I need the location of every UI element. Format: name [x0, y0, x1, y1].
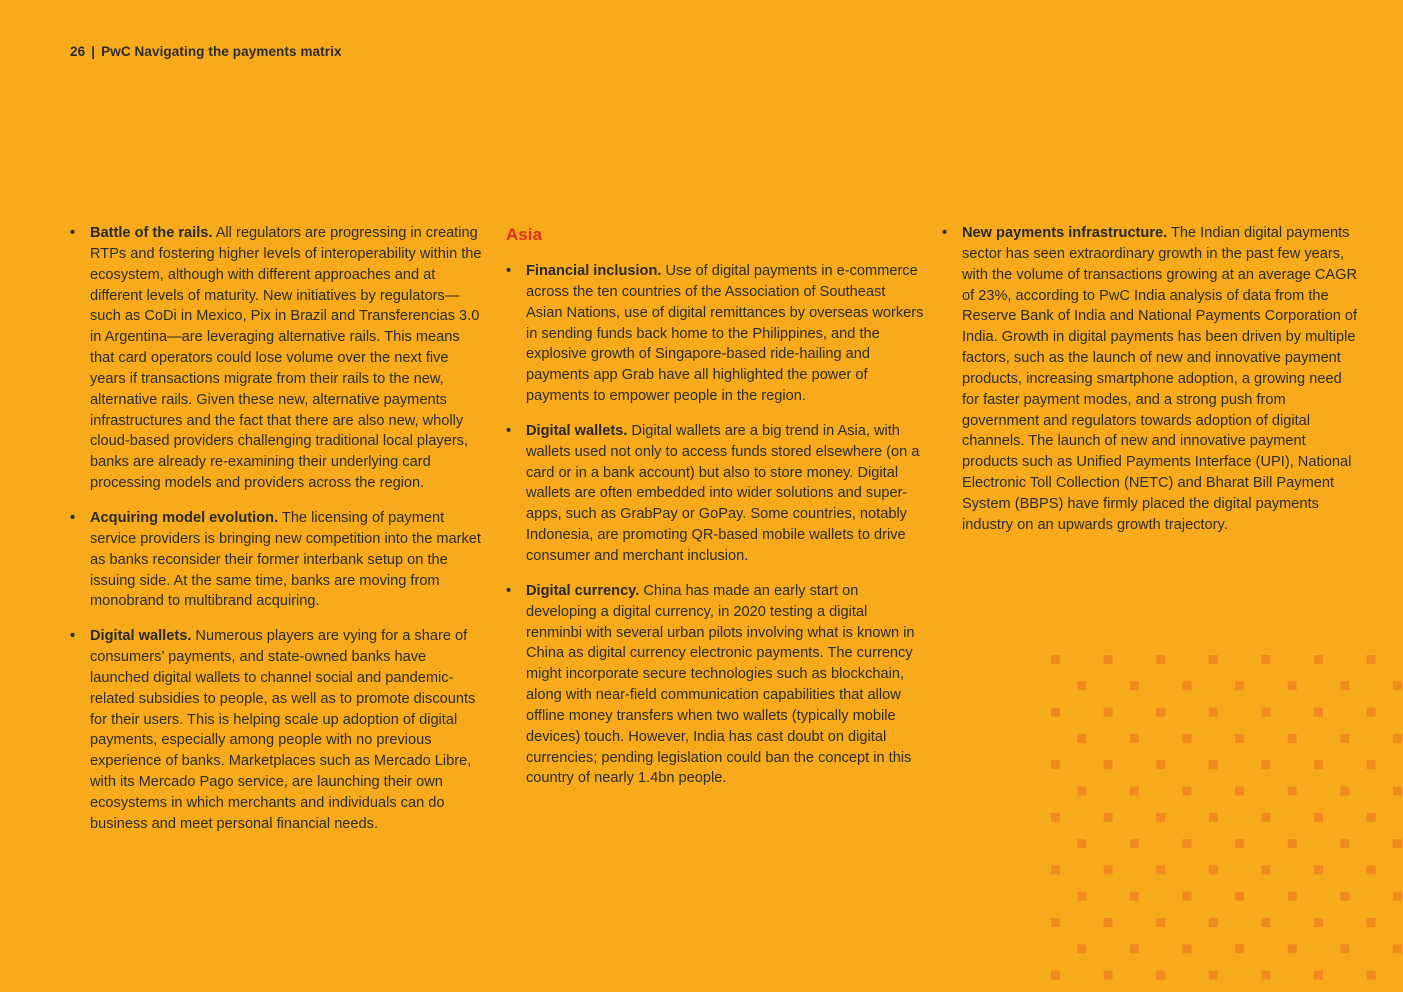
pattern-square — [1314, 971, 1323, 980]
pattern-square — [1235, 681, 1244, 690]
pattern-square — [1314, 865, 1323, 874]
pattern-square — [1183, 944, 1192, 953]
pattern-square — [1104, 971, 1113, 980]
bullet-icon: • — [506, 582, 512, 599]
pattern-square — [1051, 655, 1060, 664]
dot-grid-graphic — [1050, 654, 1403, 992]
pattern-square — [1367, 918, 1376, 927]
pattern-square — [1393, 787, 1402, 796]
pattern-square — [1288, 787, 1297, 796]
pattern-square — [1183, 892, 1192, 901]
item-text: China has made an early start on developing a digital currency, in 2020 testing a digital renminbi with several urban pilots involving what is known in China as digital currency electronic payments. The currency might incorporate secure technologies such as blockchain, along with near-field communication capabilities that allow offline money transfers when two wallets (typically mobile devices) touch. However, India has cast doubt on digital currencies; pending legislation could ban the concept in this country of nearly 1.4bn people. — [526, 582, 915, 787]
page-number: 26 — [70, 44, 86, 59]
pattern-square — [1340, 839, 1349, 848]
pattern-square — [1130, 681, 1139, 690]
bullet-icon: • — [506, 263, 512, 279]
pattern-square — [1130, 787, 1139, 796]
pattern-square — [1077, 839, 1086, 848]
page-header — [70, 44, 342, 59]
item-text: The Indian digital payments sector has seen extraordinary growth in the past few years, with the volume of transactions growing at an average CAGR of 23%, according to PwC India analysis of data from the Reserve Bank of India and National Payments Corporation of India. Growth in digital payments has been driven by multiple factors, such as the launch of new and innovative payment products, increasing smartphone adoption, a growing need for faster payment modes, and a strong push from government and regulators towards adoption of digital channels. The launch of new and innovative payment products such as Unified Payments Interface (UPI), National Electronic Toll Collection (NETC) and Bharat Bill Payment System (BBPS) have firmly placed the digital payments industry on an upwards growth trajectory. — [962, 225, 1358, 533]
bullet-icon: • — [70, 628, 76, 645]
pattern-square — [1077, 892, 1086, 901]
pattern-square — [1393, 681, 1402, 690]
pattern-square — [1156, 918, 1165, 927]
list-item — [70, 626, 482, 834]
pattern-square — [1077, 681, 1086, 690]
bullet-list — [70, 223, 482, 835]
item-heading: Acquiring model evolution. — [90, 509, 279, 526]
pattern-square — [1367, 760, 1376, 769]
pattern-square — [1209, 708, 1218, 717]
item-text: The licensing of payment service providers is bringing new competition into the market as banks reconsider their former interbank setup on the issuing side. At the same time, banks are moving from monobrand to multibrand acquiring. — [90, 509, 481, 610]
list-item — [506, 261, 924, 407]
item-text: Digital wallets are a big trend in Asia, with wallets used not only to access funds stored elsewhere (on a card or in a bank account) but also to store money. Digital wallets are often embedded into wider solutions and super-apps, such as GrabPay or GoPay. Some countries, notably Indonesia, are promoting QR-based mobile wallets to drive consumer and merchant inclusion. — [526, 422, 920, 564]
pattern-square — [1104, 760, 1113, 769]
pattern-square — [1340, 681, 1349, 690]
item-text: All regulators are progressing in creating RTPs and fostering higher levels of interoperability within the ecosystem, although with different approaches and at different levels of maturity. New initiatives by regulators—such as CoDi in Mexico, Pix in Brazil and Transferencias 3.0 in Argentina—are leveraging alternative rails. This means that card operators could lose volume over the next five years if transactions migrate from their rails to the new, alternative rails. Given these new, alternative payments infrastructures and the fact that there are also new, wholly cloud-based providers challenging traditional local players, banks are already re-examining their underlying card processing models and providers across the region. — [90, 225, 482, 492]
pattern-square — [1209, 865, 1218, 874]
pattern-square — [1104, 865, 1113, 874]
column-latin-america — [70, 223, 482, 849]
pattern-square — [1183, 734, 1192, 743]
pattern-square — [1209, 918, 1218, 927]
pattern-square — [1367, 865, 1376, 874]
pattern-square — [1077, 787, 1086, 796]
pattern-square — [1156, 813, 1165, 822]
pattern-square — [1340, 944, 1349, 953]
pattern-square — [1314, 708, 1323, 717]
pattern-square — [1367, 813, 1376, 822]
pattern-square — [1261, 971, 1270, 980]
pattern-square — [1156, 760, 1165, 769]
pattern-square — [1340, 892, 1349, 901]
pattern-square — [1261, 708, 1270, 717]
pattern-square — [1367, 971, 1376, 980]
item-heading: Digital wallets. — [526, 422, 628, 439]
pattern-square — [1104, 655, 1113, 664]
pattern-square — [1156, 655, 1165, 664]
item-heading: Digital currency. — [526, 582, 640, 599]
pattern-square — [1209, 760, 1218, 769]
pattern-square — [1288, 734, 1297, 743]
pattern-square — [1183, 839, 1192, 848]
bullet-list — [506, 261, 924, 789]
column-asia — [506, 223, 924, 803]
pattern-square — [1130, 839, 1139, 848]
pattern-square — [1156, 865, 1165, 874]
pattern-square — [1261, 760, 1270, 769]
pattern-square — [1209, 971, 1218, 980]
pattern-square — [1051, 865, 1060, 874]
pattern-square — [1288, 681, 1297, 690]
decorative-dot-pattern — [1050, 654, 1403, 992]
pattern-square — [1104, 813, 1113, 822]
pattern-square — [1393, 839, 1402, 848]
pattern-square — [1104, 918, 1113, 927]
list-item — [70, 223, 482, 494]
pattern-square — [1288, 839, 1297, 848]
pattern-square — [1156, 708, 1165, 717]
document-title: PwC Navigating the payments matrix — [101, 44, 342, 59]
pattern-square — [1340, 734, 1349, 743]
pattern-square — [1235, 787, 1244, 796]
item-text: Use of digital payments in e-commerce across the ten countries of the Association of Southeast Asian Nations, use of digital remittances by overseas workers in sending funds back home to the Philippines, and the explosive growth of Singapore-based ride-hailing and payments app Grab have all highlighted the power of payments to empower people in the region. — [526, 263, 924, 405]
pattern-square — [1367, 708, 1376, 717]
bullet-icon: • — [70, 509, 76, 526]
item-heading: Financial inclusion. — [526, 263, 662, 279]
pattern-square — [1261, 655, 1270, 664]
pattern-square — [1235, 839, 1244, 848]
pattern-square — [1051, 918, 1060, 927]
list-item — [506, 581, 924, 789]
pattern-square — [1235, 892, 1244, 901]
bullet-icon: • — [506, 422, 512, 439]
item-heading: New payments infrastructure. — [962, 225, 1168, 241]
pattern-square — [1393, 892, 1402, 901]
list-item — [506, 421, 924, 567]
pattern-square — [1261, 918, 1270, 927]
pattern-square — [1104, 708, 1113, 717]
pattern-square — [1130, 892, 1139, 901]
pattern-square — [1340, 787, 1349, 796]
pattern-square — [1314, 918, 1323, 927]
pattern-square — [1314, 813, 1323, 822]
pattern-square — [1183, 681, 1192, 690]
pattern-square — [1051, 708, 1060, 717]
list-item — [70, 508, 482, 612]
pattern-square — [1288, 892, 1297, 901]
bullet-icon: • — [942, 225, 948, 241]
pattern-square — [1393, 734, 1402, 743]
pattern-square — [1235, 734, 1244, 743]
pattern-square — [1051, 813, 1060, 822]
column-india — [942, 223, 1362, 550]
pattern-square — [1130, 734, 1139, 743]
pattern-square — [1314, 655, 1323, 664]
pattern-square — [1130, 944, 1139, 953]
pattern-square — [1156, 971, 1165, 980]
pattern-square — [1209, 813, 1218, 822]
pattern-square — [1183, 787, 1192, 796]
item-text: Numerous players are vying for a share of consumers’ payments, and state-owned banks have launched digital wallets to channel social and pandemic-related subsidies to people, as well as to promote discounts for their users. This is helping scale up adoption of digital payments, especially among people with no previous experience of banks. Marketplaces such as Mercado Libre, with its Mercado Pago service, are launching their own ecosystems in which merchants and individuals can do business and meet personal financial needs. — [90, 628, 476, 832]
pattern-square — [1051, 971, 1060, 980]
pattern-square — [1288, 944, 1297, 953]
pattern-square — [1314, 760, 1323, 769]
section-title: Asia — [506, 225, 542, 244]
item-heading: Battle of the rails. — [90, 225, 213, 241]
pattern-square — [1367, 655, 1376, 664]
pattern-square — [1209, 655, 1218, 664]
header-separator: | — [91, 44, 96, 59]
list-item — [942, 223, 1362, 536]
pattern-square — [1393, 944, 1402, 953]
pattern-square — [1077, 734, 1086, 743]
pattern-square — [1077, 944, 1086, 953]
pattern-square — [1051, 760, 1060, 769]
bullet-icon: • — [70, 225, 76, 241]
pattern-square — [1235, 944, 1244, 953]
item-heading: Digital wallets. — [90, 628, 192, 645]
pattern-square — [1261, 865, 1270, 874]
pattern-square — [1261, 813, 1270, 822]
bullet-list — [942, 223, 1362, 536]
